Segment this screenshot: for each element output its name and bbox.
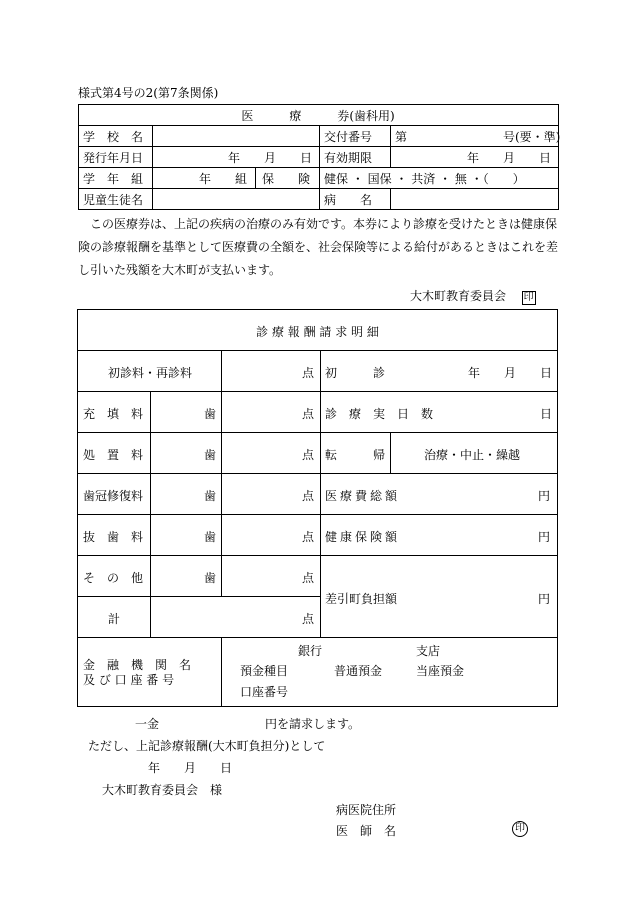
treatment-days-label: 診 療 実 日 数 <box>325 407 434 421</box>
total-label: 計 <box>108 612 121 626</box>
crown-fee-label: 歯冠修復料 <box>83 489 144 503</box>
tooth-unit: 歯 <box>204 530 217 544</box>
form-number: 様式第4号の2(第7条関係) <box>78 86 219 100</box>
billing-title: 診 療 報 酬 請 求 明 細 <box>256 325 379 339</box>
day-unit: 日 <box>540 407 553 421</box>
notice-line: 険の診療報酬を基準として医療費の全額を、社会保険等による給付があるときはこれを差 <box>78 240 559 254</box>
issue-number-value: 第 号(要・準) <box>395 130 561 144</box>
notice-line: し引いた残額を大木町が支払います。 <box>78 263 282 277</box>
points-unit: 点 <box>302 407 315 421</box>
ordinary-deposit: 普通預金 <box>334 664 383 678</box>
notice-paragraph <box>78 213 558 282</box>
outcome-options: 治療・中止・繰越 <box>424 448 521 462</box>
filling-fee-label: 充 填 料 <box>83 407 144 421</box>
issue-number-label: 交付番号 <box>324 130 373 144</box>
student-name-label: 児童生徒名 <box>83 193 144 207</box>
first-visit-fee-label: 初診料・再診料 <box>108 366 193 380</box>
points-unit: 点 <box>302 366 315 380</box>
points-unit: 点 <box>302 612 315 626</box>
seal-mark: 印 <box>512 821 528 837</box>
bank-label: 銀行 <box>298 644 323 658</box>
doctor-seal <box>512 820 528 837</box>
grade-value: 年 組 <box>199 172 248 186</box>
issuer-name: 大木町教育委員会 <box>410 289 507 303</box>
tooth-unit: 歯 <box>204 407 217 421</box>
account-number-label: 口座番号 <box>240 685 289 699</box>
issue-date-label: 発行年月日 <box>83 151 144 165</box>
claim-date: 年 月 日 <box>148 761 233 775</box>
yen-unit: 円 <box>538 489 551 503</box>
doctor-name-label: 医 師 名 <box>336 824 397 838</box>
insurance-options: 健保 ・ 国保 ・ 共済 ・ 無 ・（ ） <box>324 172 525 186</box>
issuer-line <box>410 287 536 305</box>
total-medical-cost-label: 医療費総額 <box>325 489 401 503</box>
points-unit: 点 <box>302 571 315 585</box>
valid-period-value: 年 月 日 <box>467 151 552 165</box>
procedure-fee-label: 処 置 料 <box>83 448 144 462</box>
town-burden-label: 差引町負担額 <box>325 592 398 606</box>
first-visit-date: 年 月 日 <box>468 366 553 380</box>
addressee: 大木町教育委員会 様 <box>102 783 223 797</box>
insurance-label: 保 険 <box>262 172 311 186</box>
coupon-title: 医 療 券(歯科用) <box>241 109 395 123</box>
disease-label: 病 名 <box>324 193 373 207</box>
issue-date-value: 年 月 日 <box>228 151 313 165</box>
points-unit: 点 <box>302 489 315 503</box>
grade-label: 学 年 組 <box>83 172 144 186</box>
school-name-label: 学 校 名 <box>83 130 144 144</box>
yen-unit: 円 <box>538 530 551 544</box>
points-unit: 点 <box>302 530 315 544</box>
yen-unit: 円 <box>538 592 551 606</box>
clinic-address-label: 病医院住所 <box>336 803 397 817</box>
points-unit: 点 <box>302 448 315 462</box>
insurance-amount-label: 健康保険額 <box>325 530 401 544</box>
first-visit-label: 初 診 <box>325 366 386 380</box>
other-label: そ の 他 <box>83 571 144 585</box>
valid-period-label: 有効期限 <box>324 151 373 165</box>
tooth-unit: 歯 <box>204 489 217 503</box>
extraction-fee-label: 抜 歯 料 <box>83 530 144 544</box>
claim-reason: ただし、上記診療報酬(大木町負担分)として <box>88 739 326 753</box>
bank-label-line2: 及 び 口 座 番 号 <box>83 673 175 687</box>
claim-amount-suffix: 円を請求します。 <box>265 717 361 731</box>
branch-label: 支店 <box>416 644 441 658</box>
bank-label-line1: 金 融 機 関 名 <box>83 658 192 672</box>
current-deposit: 当座預金 <box>416 664 465 678</box>
deposit-type-label: 預金種目 <box>240 664 289 678</box>
seal-mark: 印 <box>523 292 534 303</box>
tooth-unit: 歯 <box>204 571 217 585</box>
tooth-unit: 歯 <box>204 448 217 462</box>
outcome-label: 転 帰 <box>325 448 386 462</box>
claim-amount-prefix: 一金 <box>135 717 160 731</box>
notice-line: この医療券は、上記の疾病の治療のみ有効です。本券により診療を受けたときは健康保 <box>78 217 558 231</box>
